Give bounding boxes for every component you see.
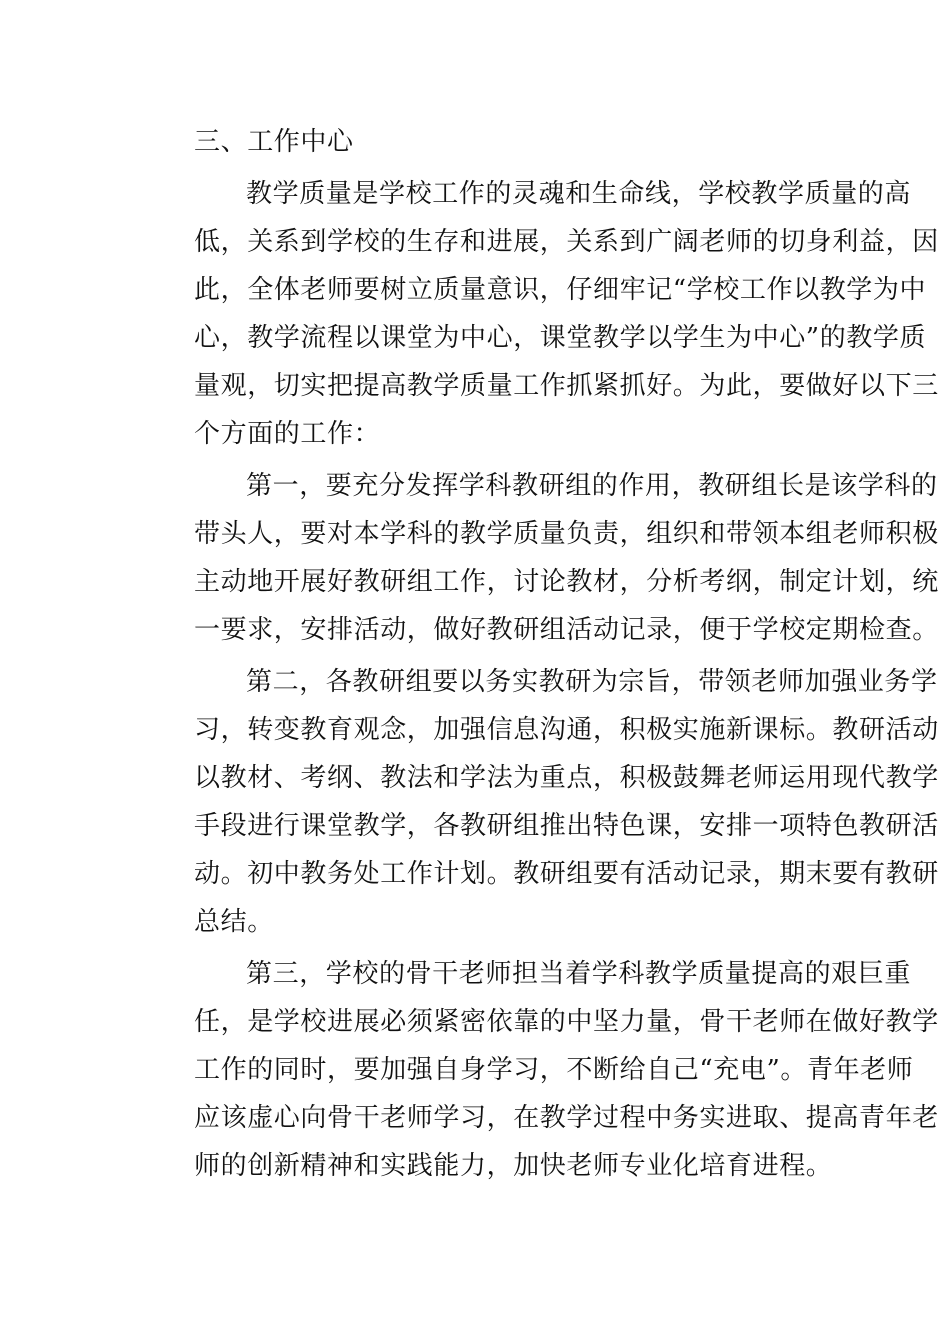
paragraph-line: 教学质量是学校工作的灵魂和生命线，学校教学质量的高 (246, 179, 912, 209)
paragraph-2 (142, 462, 939, 654)
paragraph-line: 第三，学校的骨干老师担当着学科教学质量提高的艰巨重 (246, 959, 912, 989)
paragraph-3 (142, 658, 939, 946)
paragraph-line: 总结。 (194, 907, 274, 937)
paragraph-line: 工作的同时，要加强自身学习，不断给自己“充电”。青年老师 (194, 1055, 914, 1085)
paragraph-line: 心，教学流程以课堂为中心，课堂教学以学生为中心”的教学质 (194, 323, 927, 353)
paragraph-line: 低，关系到学校的生存和进展，关系到广阔老师的切身利益，因 (194, 227, 939, 257)
paragraph-line: 第一，要充分发挥学科教研组的作用，教研组长是该学科的 (246, 471, 938, 501)
paragraph-line: 任，是学校进展必须紧密依靠的中坚力量，骨干老师在做好教学 (194, 1007, 939, 1037)
paragraph-line: 应该虚心向骨干老师学习，在教学过程中务实进取、提高青年老 (194, 1103, 939, 1133)
paragraph-line: 手段进行课堂教学，各教研组推出特色课，安排一项特色教研活 (194, 811, 939, 841)
paragraph-line: 一要求，安排活动，做好教研组活动记录，便于学校定期检查。 (194, 615, 939, 645)
paragraph-line: 带头人，要对本学科的教学质量负责，组织和带领本组老师积极 (194, 519, 939, 549)
paragraph-line: 量观，切实把提高教学质量工作抓紧抓好。为此，要做好以下三 (194, 371, 939, 401)
paragraph-line: 习，转变教育观念，加强信息沟通，积极实施新课标。教研活动 (194, 715, 939, 745)
document-body (142, 118, 939, 1190)
paragraph-4 (142, 950, 939, 1190)
paragraph-line: 以教材、考纲、教法和学法为重点，积极鼓舞老师运用现代教学 (194, 763, 939, 793)
paragraph-line: 第二，各教研组要以务实教研为宗旨，带领老师加强业务学 (246, 667, 938, 697)
paragraph-line: 师的创新精神和实践能力，加快老师专业化培育进程。 (194, 1151, 833, 1181)
paragraph-line: 主动地开展好教研组工作，讨论教材，分析考纲，制定计划，统 (194, 567, 939, 597)
paragraph-line: 动。初中教务处工作计划。教研组要有活动记录，期末要有教研 (194, 859, 939, 889)
section-heading: 三、工作中心 (194, 127, 354, 157)
paragraph-1 (142, 170, 939, 458)
paragraph-line: 个方面的工作： (194, 419, 381, 449)
paragraph-line: 此，全体老师要树立质量意识，仔细牢记“学校工作以教学为中 (194, 275, 927, 305)
